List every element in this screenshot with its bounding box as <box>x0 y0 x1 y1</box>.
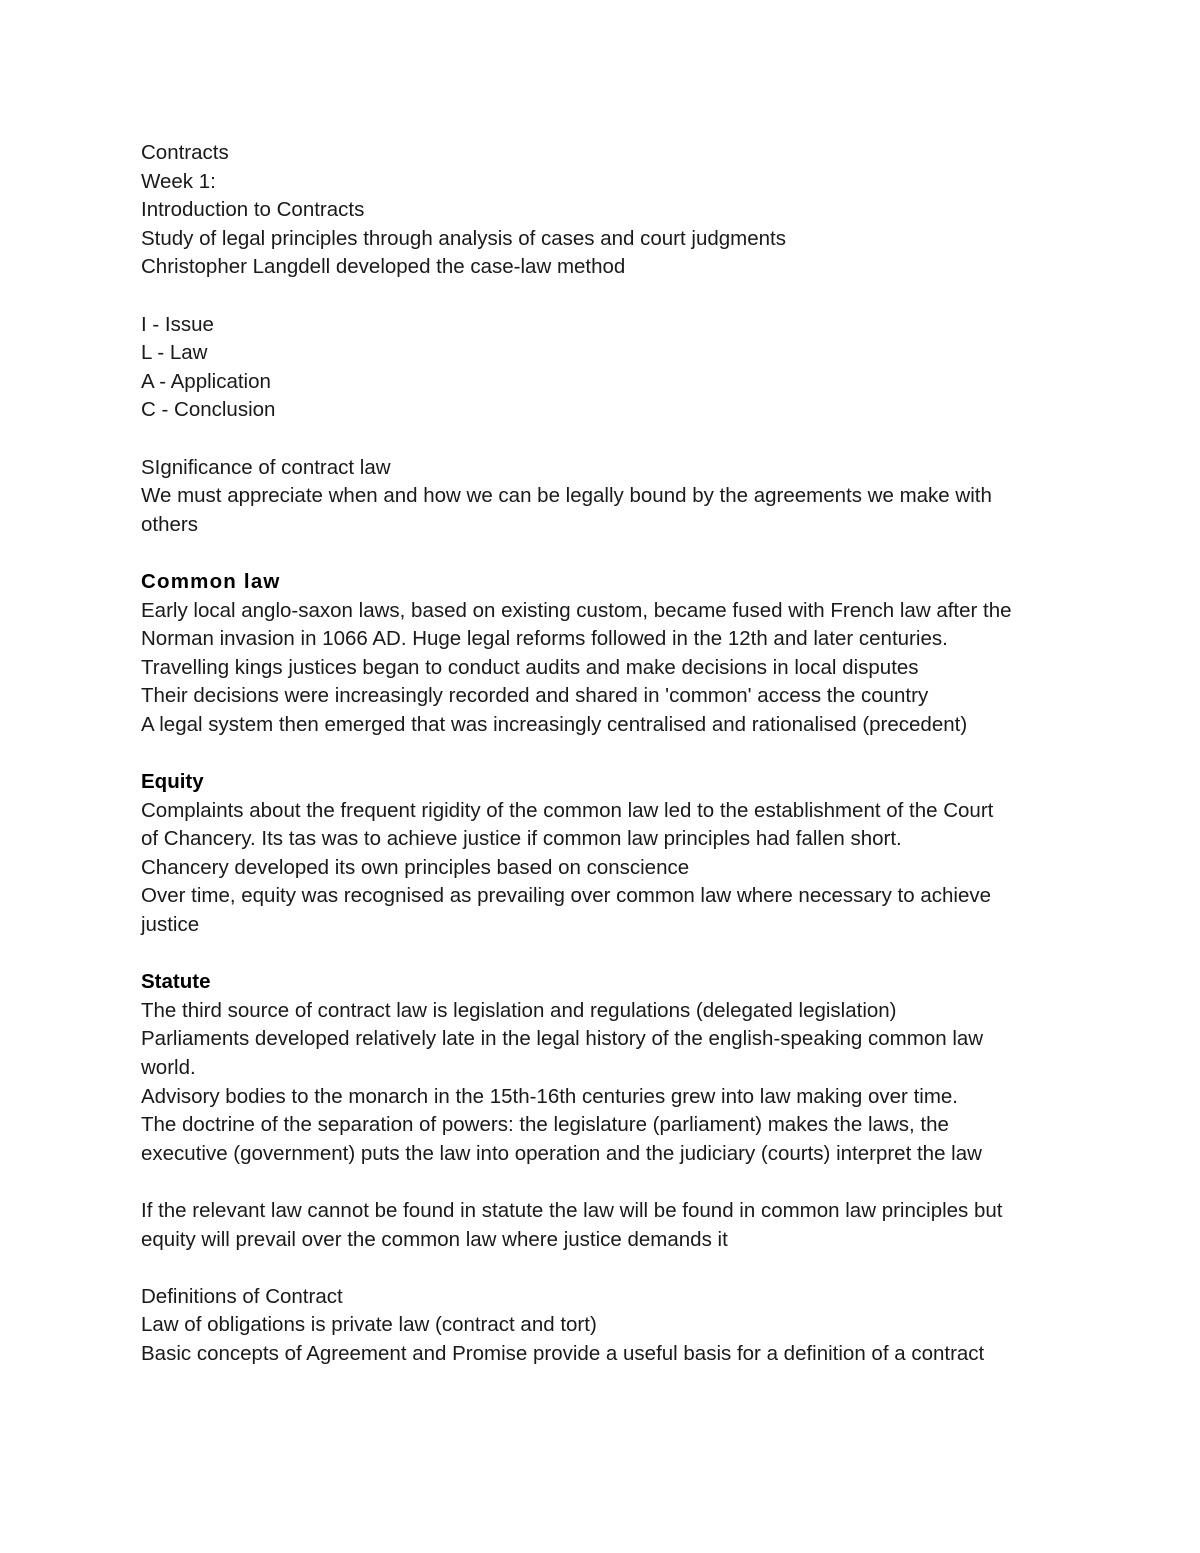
irac-item-conclusion: C - Conclusion <box>141 398 276 422</box>
definitions-title: Definitions of Contract <box>141 1284 343 1308</box>
spacer <box>141 282 1081 311</box>
equity-line: Complaints about the frequent rigidity of the common law led to the establishment of the Court <box>141 798 994 822</box>
equity-heading: Equity <box>141 770 204 794</box>
document-title: Contracts <box>141 141 229 164</box>
common-law-line: Early local anglo-saxon laws, based on existing custom, became fused with French law after the <box>141 598 1012 622</box>
statute-line: Parliaments developed relatively late in the legal history of the english-speaking common law <box>141 1027 984 1051</box>
equity-line: Over time, equity was recognised as prevailing over common law where necessary to achieve <box>141 884 991 908</box>
statute-line: world. <box>141 1056 196 1079</box>
hierarchy-line: equity will prevail over the common law where justice demands it <box>141 1227 728 1251</box>
equity-line: of Chancery. Its tas was to achieve justice if common law principles had fallen short. <box>141 827 902 851</box>
statute-line: The doctrine of the separation of powers: the legislature (parliament) makes the laws, the <box>141 1113 949 1137</box>
definitions-line: Basic concepts of Agreement and Promise provide a useful basis for a definition of a contract <box>141 1341 985 1365</box>
common-law-heading: Common law <box>141 569 281 593</box>
intro-line: Introduction to Contracts <box>141 198 365 222</box>
significance-line: others <box>141 512 198 536</box>
common-law-line: Norman invasion in 1066 AD. Huge legal reforms followed in the 12th and later centuries. <box>141 627 948 651</box>
irac-item-application: A - Application <box>141 369 271 393</box>
irac-item-issue: I - Issue <box>141 312 214 336</box>
equity-line: justice <box>141 913 200 937</box>
common-law-line: A legal system then emerged that was increasingly centralised and rationalised (precedent) <box>141 712 968 736</box>
spacer <box>141 539 1081 568</box>
statute-line: The third source of contract law is legislation and regulations (delegated legislation) <box>141 998 897 1022</box>
week-label: Week 1: <box>141 169 216 193</box>
spacer <box>141 1168 1081 1197</box>
spacer <box>141 940 1081 969</box>
intro-line: Study of legal principles through analysis of cases and court judgments <box>141 226 786 250</box>
statute-line: executive (government) puts the law into operation and the judiciary (courts) interpret the law <box>141 1141 982 1165</box>
significance-title: SIgnificance of contract law <box>141 455 391 479</box>
significance-line: We must appreciate when and how we can be legally bound by the agreements we make with <box>141 484 992 508</box>
equity-line: Chancery developed its own principles based on conscience <box>141 855 690 879</box>
common-law-line: Their decisions were increasingly recorded and shared in 'common' access the country <box>141 684 929 708</box>
spacer <box>141 425 1081 454</box>
spacer <box>141 739 1081 768</box>
common-law-line: Travelling kings justices began to conduct audits and make decisions in local disputes <box>141 655 919 679</box>
document-page <box>141 139 1081 1369</box>
statute-line: Advisory bodies to the monarch in the 15th-16th centuries grew into law making over time. <box>141 1084 958 1108</box>
hierarchy-line: If the relevant law cannot be found in statute the law will be found in common law principles but <box>141 1198 1003 1222</box>
statute-heading: Statute <box>141 970 211 994</box>
irac-item-law: L - Law <box>141 341 208 365</box>
intro-line: Christopher Langdell developed the case-law method <box>141 255 626 279</box>
definitions-line: Law of obligations is private law (contract and tort) <box>141 1313 597 1337</box>
spacer <box>141 1254 1081 1283</box>
